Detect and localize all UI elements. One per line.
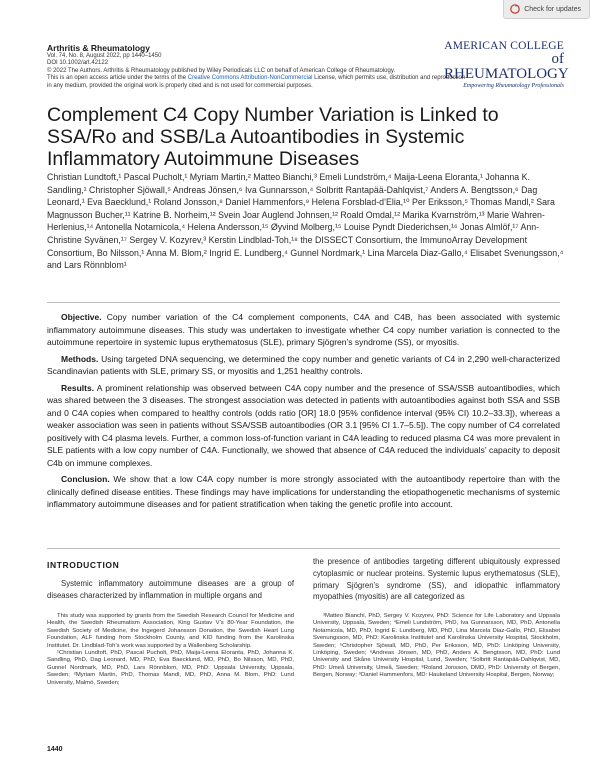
journal-name: Arthritis & Rheumatology — [47, 43, 150, 53]
footnotes-left — [47, 613, 294, 687]
journal-doi: DOI 10.1002/art.42122 — [47, 60, 109, 66]
author-list: Christian Lundtoft,¹ Pascal Pucholt,¹ Myriam Martin,² Matteo Bianchi,³ Emeli Lundström,⁴ Maija-Leena Eloranta,¹ Johanna K. Sandling,¹ Christopher Sjöwall,⁵ Andreas Jönsen,⁶ Iva Gunnarsson,⁴ Solbritt Rantapää-Dahlqvist,⁷ Anders A. Bengtsson,⁶ Dag Leonard,¹ Eva Baecklund,¹ Roland Jonsson,⁸ Daniel Hammenfors,⁹ Helena Forsblad-d’Elia,¹⁰ Per Eriksson,⁵ Thomas Mandl,² Sara Magnusson Bucher,¹¹ Katrine B. Norheim,¹² Svein Joar Auglend Johnsen,¹² Roald Omdal,¹² Marika Kvarnström,¹³ Marie Wahren-Herlenius,¹⁴ Antonella Notarnicola,⁴ Helena Andersson,¹⁵ Øyvind Molberg,¹⁵ Louise Pyndt Diederichsen,¹⁶ Jonas Almlöf,¹⁷ Ann-Christine Syvänen,¹⁷ Sergey V. Kozyrev,³ Kerstin Lindblad-Toh,¹⁸ the DISSECT Consortium, the ImmunoArray Development Consortium, Bo Nilsson,¹ Anna M. Blom,² Ingrid E. Lundberg,⁴ Gunnel Nordmark,¹ Lina Marcela Diaz-Gallo,⁴ Elisabet Svenungsson,⁴ and Lars Rönnblom¹ — [47, 172, 564, 271]
license-link[interactable]: Creative Commons Attribution-NonCommercial — [187, 75, 313, 82]
copyright-line: © 2022 The Authors. Arthritis & Rheumatology published by Wiley Periodicals LLC on behalf of American College of Rheumatology. — [47, 68, 396, 74]
license-block — [47, 68, 467, 90]
check-for-updates-button[interactable] — [503, 0, 590, 19]
abstract-conclusion: Conclusion. We show that a low C4A copy number is more strongly associated with the autoantibody repertoire than with the clinically defined disease entities. These findings may have implications for understanding the etiopathogenetic mechanisms of systemic inflammatory autoimmune diseases and for patient stratification when taking the genetic profile into account. — [47, 474, 560, 509]
logo-line2: of RHEUMATOLOGY — [444, 51, 569, 82]
abstract-results: Results. A prominent relationship was observed between C4A copy number and the presence of SSA/SSB autoantibodies, which was shared between the 3 diseases. The strongest association was detected in patients with autoantibodies against both SSA and SSB and 0 C4A copies when compared to healthy controls (odds ratio [OR] 18.0 [95% confidence interval (95% CI) 10.2–33.3]), whereas a weaker association was seen in patients without SSA/SSB autoantibodies (OR 3.1 [95% CI 1.7–5.5]). The copy number of C4 correlated positively with C4 plasma levels. Further, a common loss-of-function variant in C4A leading to reduced plasma C4 was more prevalent in SLE patients with a low copy number of C4A. Functionally, we showed that absence of C4A reduced the individuals’ capacity to deposit C4b on immune complexes. — [47, 382, 560, 468]
license-line: This is an open access article under the terms of the Creative Commons Attribution-NonCommercial License, which permits use, distribution and reproduction in any medium, provided the original work is properly cited and is not used for commercial purposes. — [47, 75, 466, 89]
abstract-bottom-divider — [47, 548, 560, 549]
affiliation-footnote-2: ³Matteo Bianchi, PhD, Sergey V. Kozyrev, PhD: Science for Life Laboratory and Uppsala University, Uppsala, Sweden; ⁴Emeli Lundström, PhD, Iva Gunnarsson, MD, PhD, Antonella Notarnicola, MD, PhD, Ingrid E. Lundberg, MD, PhD, Lina Marcela Diaz-Gallo, PhD, Elisabet Svenungsson, MD, PhD: Karolinska Institutet and Karolinska University Hospital, Stockholm, Sweden; ⁵Christopher Sjöwall, MD, PhD, Per Eriksson, MD, PhD: Linköping University, Linköping, Sweden; ⁶Andreas Jönsen, MD, PhD, Anders A. Bengtsson, MD, PhD: Lund University and Skåne University Hospital, Lund, Sweden; ⁷Solbritt Rantapää-Dahlqvist, MD, PhD: Umeå University, Umeå, Sweden; ⁸Roland Jonsson, DMD, PhD: University of Bergen, Bergen, Norway; ⁹Daniel Hammenfors, MD: Haukeland University Hospital, Bergen, Norway; — [313, 613, 560, 679]
introduction-heading: INTRODUCTION — [47, 560, 120, 570]
acr-logo — [444, 40, 569, 90]
abstract — [47, 311, 560, 515]
abstract-objective: Objective. Copy number variation of the C4 complement components, C4A and C4B, has been associated with systemic inflammatory autoimmune diseases. This study was undertaken to investigate whether C4 copy number variation is connected to the autoimmune repertoire in systemic lupus erythematosus (SLE), primary Sjögren’s syndrome (SS), or myositis. — [47, 312, 560, 347]
footnotes-right — [313, 613, 560, 680]
funding-footnote: This study was supported by grants from the Swedish Research Council for Medicine and Health, the Swedish Rheumatism Association, King Gustav V’s 80-Year Foundation, the Swedish Society of Medicine, the Ingegerd Johansson Donation, the Swedish Heart Lung Foundation, ALF funding from Stockholm County, and KID funding from the Karolinska Institutet. Dr. Lindblad-Toh’s work was supported by a Wallenberg Scholarship. — [47, 613, 294, 649]
refresh-icon — [510, 4, 520, 14]
check-for-updates-label: Check for updates — [524, 5, 581, 13]
abstract-methods: Methods. Using targeted DNA sequencing, we determined the copy number and genetic variants of C4 in 2,290 well-characterized Scandinavian patients with SLE, primary SS, or myositis and 1,251 healthy controls. — [47, 353, 560, 376]
journal-volume: Vol. 74, No. 8, August 2022, pp 1440–1450 — [47, 53, 162, 59]
page-number: 1440 — [47, 746, 63, 753]
logo-tagline: Empowering Rheumatology Professionals — [463, 83, 564, 89]
article-title: Complement C4 Copy Number Variation is Linked to SSA/Ro and SSB/La Autoantibodies in Systemic Inflammatory Autoimmune Diseases — [47, 104, 499, 170]
intro-column-left: Systemic inflammatory autoimmune diseases are a group of diseases characterized by inflammation in multiple organs and — [47, 579, 294, 600]
affiliation-footnote-1: ¹Christian Lundtoft, PhD, Pascal Pucholt, PhD, Maija-Leena Eloranta, PhD, Johanna K. Sandling, PhD, Dag Leonard, MD, PhD, Eva Baecklund, MD, PhD, Bo Nilsson, MD, PhD, Gunnel Nordmark, MD, PhD, Lars Rönnblom, MD, PhD: Uppsala University, Uppsala, Sweden; ²Myriam Martin, PhD, Thomas Mandl, MD, PhD, Anna M. Blom, PhD: Lund University, Malmö, Sweden; — [47, 650, 294, 686]
abstract-top-divider — [47, 302, 560, 303]
intro-column-right: the presence of antibodies targeting different ubiquitously expressed cytoplasmic or nuclear proteins. Systemic lupus erythematosus (SLE), primary Sjögren’s syndrome (SS), and idiopathic inflammatory myopathies (myositis) are all categorized as — [313, 557, 560, 602]
logo-line1: AMERICAN COLLEGE — [444, 40, 564, 52]
